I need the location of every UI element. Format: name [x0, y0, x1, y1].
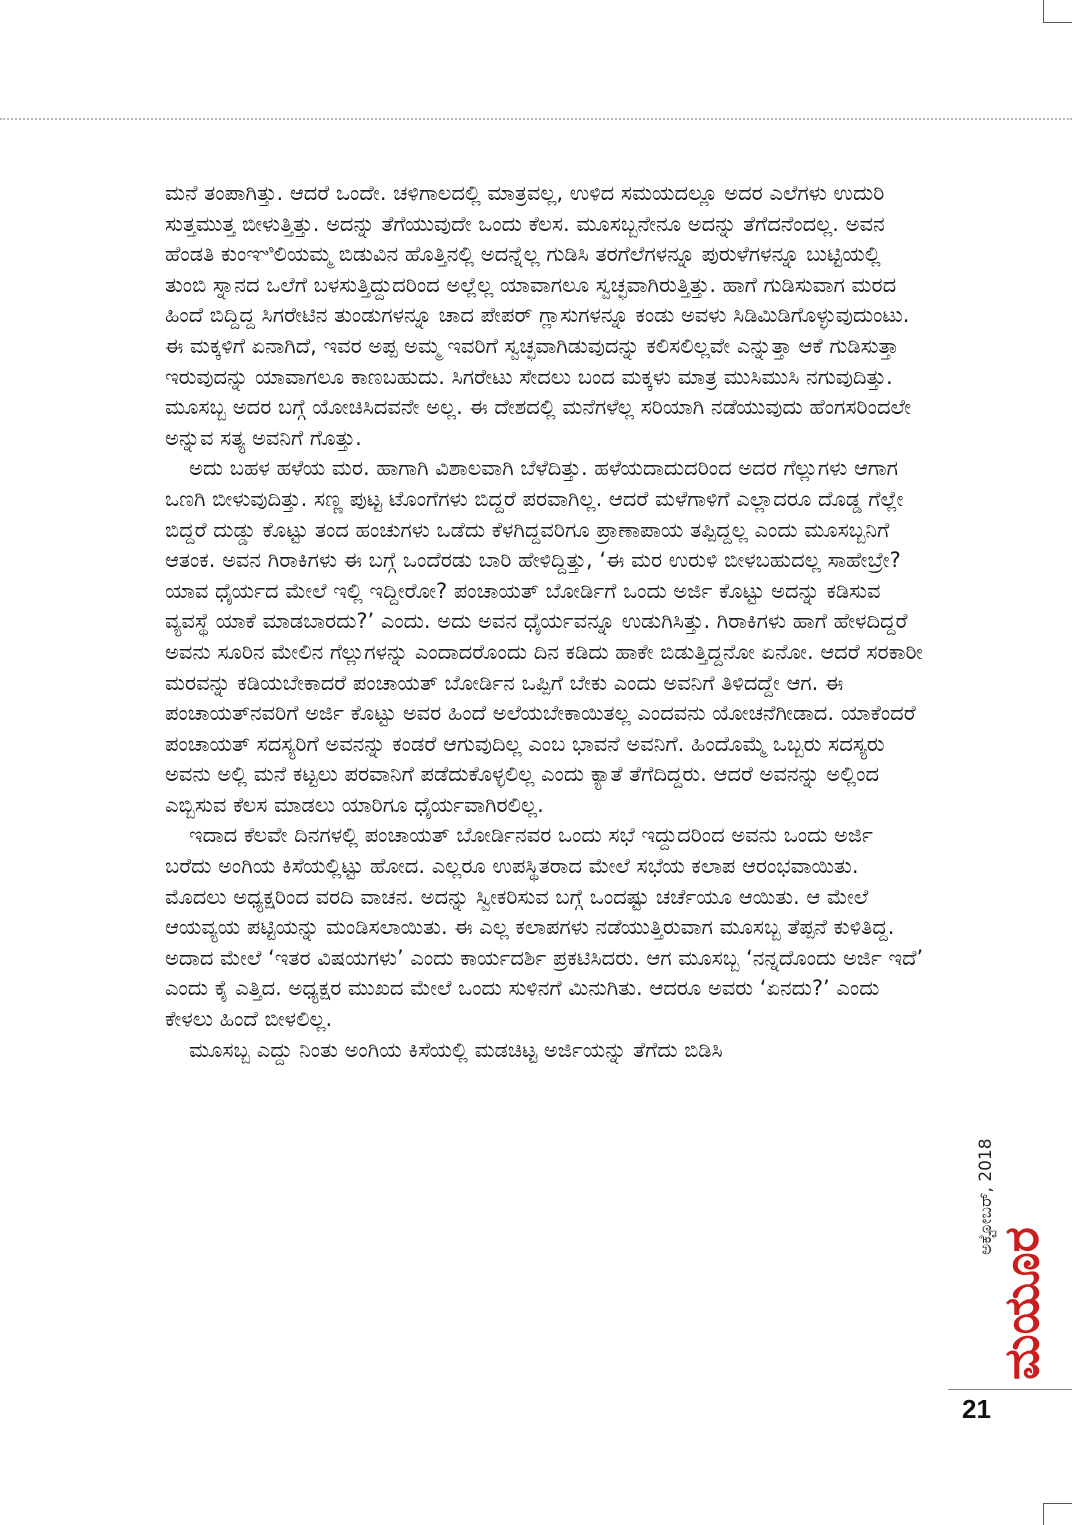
crop-mark [1043, 1503, 1072, 1504]
crop-mark [1043, 22, 1072, 23]
crop-mark [1043, 0, 1044, 22]
magazine-logo: ಮಯೂರ [994, 1226, 1050, 1380]
issue-date: ಅಕ್ಟೋಬರ್, 2018 [976, 1138, 996, 1255]
article-paragraph: ಇದಾದ ಕೆಲವೇ ದಿನಗಳಲ್ಲಿ ಪಂಚಾಯತ್ ಬೋರ್ಡಿನವರ ಒಂದು ಸಭೆ ಇದ್ದುದರಿಂದ ಅವನು ಒಂದು ಅರ್ಜಿ ಬರೆದು ಅಂಗಿಯ ಕಿಸೆಯಲ್ಲಿಟ್ಟು ಹೋದ. ಎಲ್ಲರೂ ಉಪಸ್ಥಿತರಾದ ಮೇಲೆ ಸಭೆಯ ಕಲಾಪ ಆರಂಭವಾಯಿತು. ಮೊದಲು ಅಧ್ಯಕ್ಷರಿಂದ ವರದಿ ವಾಚನ. ಅದನ್ನು ಸ್ವೀಕರಿಸುವ ಬಗ್ಗೆ ಒಂದಷ್ಟು ಚರ್ಚೆಯೂ ಆಯಿತು. ಆ ಮೇಲೆ ಆಯವ್ಯಯ ಪಟ್ಟಿಯನ್ನು ಮಂಡಿಸಲಾಯಿತು. ಈ ಎಲ್ಲ ಕಲಾಪಗಳು ನಡೆಯುತ್ತಿರುವಾಗ ಮೂಸಬ್ಬ ತೆಪ್ಪನೆ ಕುಳಿತಿದ್ದ. ಅದಾದ ಮೇಲೆ ‘ಇತರ ವಿಷಯಗಳು’ ಎಂದು ಕಾರ್ಯದರ್ಶಿ ಪ್ರಕಟಿಸಿದರು. ಆಗ ಮೂಸಬ್ಬ ‘ನನ್ನದೊಂದು ಅರ್ಜಿ ಇದೆ’ ಎಂದು ಕೈ ಎತ್ತಿದ. ಅಧ್ಯಕ್ಷರ ಮುಖದ ಮೇಲೆ ಒಂದು ಸುಳಿನಗೆ ಮಿನುಗಿತು. ಆದರೂ ಅವರು ‘ಏನದು?’ ಎಂದು ಕೇಳಲು ಹಿಂದೆ ಬೀಳಲಿಲ್ಲ. [165, 823, 924, 1032]
crop-mark [1043, 1503, 1044, 1525]
article-paragraph: ಮೂಸಬ್ಬ ಎದ್ದು ನಿಂತು ಅಂಗಿಯ ಕಿಸೆಯಲ್ಲಿ ಮಡಚಿಟ್ಟ ಅರ್ಜಿಯನ್ನು ತೆಗೆದು ಬಿಡಿಸಿ [189, 1037, 723, 1062]
article-paragraph: ಅದು ಬಹಳ ಹಳೆಯ ಮರ. ಹಾಗಾಗಿ ವಿಶಾಲವಾಗಿ ಬೆಳೆದಿತ್ತು. ಹಳೆಯದಾದುದರಿಂದ ಅದರ ಗೆಲ್ಲುಗಳು ಆಗಾಗ ಒಣಗಿ ಬೀಳುವುದಿತ್ತು. ಸಣ್ಣ ಪುಟ್ಟ ಟೊಂಗೆಗಳು ಬಿದ್ದರೆ ಪರವಾಗಿಲ್ಲ. ಆದರೆ ಮಳೆಗಾಳಿಗೆ ಎಲ್ಲಾದರೂ ದೊಡ್ಡ ಗೆಲ್ಲೇ ಬಿದ್ದರೆ ದುಡ್ಡು ಕೊಟ್ಟು ತಂದ ಹಂಚುಗಳು ಒಡೆದು ಕೆಳಗಿದ್ದವರಿಗೂ ಪ್ರಾಣಾಪಾಯ ತಪ್ಪಿದ್ದಲ್ಲ ಎಂದು ಮೂಸಬ್ಬನಿಗೆ ಆತಂಕ. ಅವನ ಗಿರಾಕಿಗಳು ಈ ಬಗ್ಗೆ ಒಂದೆರಡು ಬಾರಿ ಹೇಳಿದ್ದಿತ್ತು, ‘ಈ ಮರ ಉರುಳಿ ಬೀಳಬಹುದಲ್ಲ ಸಾಹೇಬ್ರೇ? ಯಾವ ಧೈರ್ಯದ ಮೇಲೆ ಇಲ್ಲಿ ಇದ್ದೀರೋ? ಪಂಚಾಯತ್ ಬೋರ್ಡಿಗೆ ಒಂದು ಅರ್ಜಿ ಕೊಟ್ಟು ಅದನ್ನು ಕಡಿಸುವ ವ್ಯವಸ್ಥೆ ಯಾಕೆ ಮಾಡಬಾರದು?’ ಎಂದು. ಅದು ಅವನ ಧೈರ್ಯವನ್ನೂ ಉಡುಗಿಸಿತ್ತು. ಗಿರಾಕಿಗಳು ಹಾಗೆ ಹೇಳದಿದ್ದರೆ ಅವನು ಸೂರಿನ ಮೇಲಿನ ಗೆಲ್ಲುಗಳನ್ನು ಎಂದಾದರೊಂದು ದಿನ ಕಡಿದು ಹಾಕೇ ಬಿಡುತ್ತಿದ್ದನೋ ಏನೋ. ಆದರೆ ಸರಕಾರೀ ಮರವನ್ನು ಕಡಿಯಬೇಕಾದರೆ ಪಂಚಾಯತ್ ಬೋರ್ಡಿನ ಒಪ್ಪಿಗೆ ಬೇಕು ಎಂದು ಅವನಿಗೆ ತಿಳಿದದ್ದೇ ಆಗ. ಈ ಪಂಚಾಯತ್‌ನವರಿಗೆ ಅರ್ಜಿ ಕೊಟ್ಟು ಅವರ ಹಿಂದೆ ಅಲೆಯಬೇಕಾಯಿತಲ್ಲ ಎಂದವನು ಯೋಚನೆಗೀಡಾದ. ಯಾಕೆಂದರೆ ಪಂಚಾಯತ್ ಸದಸ್ಯರಿಗೆ ಅವನನ್ನು ಕಂಡರೆ ಆಗುವುದಿಲ್ಲ ಎಂಬ ಭಾವನೆ ಅವನಿಗೆ. ಹಿಂದೊಮ್ಮೆ ಒಬ್ಬರು ಸದಸ್ಯರು ಅವನು ಅಲ್ಲಿ ಮನೆ ಕಟ್ಟಲು ಪರವಾನಿಗೆ ಪಡೆದುಕೊಳ್ಳಲಿಲ್ಲ ಎಂದು ಕ್ಯಾತೆ ತೆಗೆದಿದ್ದರು. ಆದರೆ ಅವನನ್ನು ಅಲ್ಲಿಂದ ಎಬ್ಬಿಸುವ ಕೆಲಸ ಮಾಡಲು ಯಾರಿಗೂ ಧೈರ್ಯವಾಗಿರಲಿಲ್ಲ. [165, 456, 923, 817]
article-body [165, 178, 925, 1065]
article-paragraph: ಮನೆ ತಂಪಾಗಿತ್ತು. ಆದರೆ ಒಂದೇ. ಚಳಿಗಾಲದಲ್ಲಿ ಮಾತ್ರವಲ್ಲ, ಉಳಿದ ಸಮಯದಲ್ಲೂ ಅದರ ಎಲೆಗಳು ಉದುರಿ ಸುತ್ತಮುತ್ತ ಬೀಳುತ್ತಿತ್ತು. ಅದನ್ನು ತೆಗೆಯುವುದೇ ಒಂದು ಕೆಲಸ. ಮೂಸಬ್ಬನೇನೂ ಅದನ್ನು ತೆಗೆದನೆಂದಲ್ಲ. ಅವನ ಹೆಂಡತಿ ಕುಂಞಿಲಿಯಮ್ಮ ಬಿಡುವಿನ ಹೊತ್ತಿನಲ್ಲಿ ಅದನ್ನೆಲ್ಲ ಗುಡಿಸಿ ತರಗೆಲೆಗಳನ್ನೂ ಪುರುಳೆಗಳನ್ನೂ ಬುಟ್ಟಿಯಲ್ಲಿ ತುಂಬಿ ಸ್ನಾನದ ಒಲೆಗೆ ಬಳಸುತ್ತಿದ್ದುದರಿಂದ ಅಲ್ಲೆಲ್ಲ ಯಾವಾಗಲೂ ಸ್ವಚ್ಛವಾಗಿರುತ್ತಿತ್ತು. ಹಾಗೆ ಗುಡಿಸುವಾಗ ಮರದ ಹಿಂದೆ ಬಿದ್ದಿದ್ದ ಸಿಗರೇಟಿನ ತುಂಡುಗಳನ್ನೂ ಚಾದ ಪೇಪರ್ ಗ್ಲಾಸುಗಳನ್ನೂ ಕಂಡು ಅವಳು ಸಿಡಿಮಿಡಿಗೊಳ್ಳುವುದುಂಟು. ಈ ಮಕ್ಕಳಿಗೆ ಏನಾಗಿದೆ, ಇವರ ಅಪ್ಪ ಅಮ್ಮ ಇವರಿಗೆ ಸ್ವಚ್ಛವಾಗಿಡುವುದನ್ನು ಕಲಿಸಲಿಲ್ಲವೇ ಎನ್ನುತ್ತಾ ಆಕೆ ಗುಡಿಸುತ್ತಾ ಇರುವುದನ್ನು ಯಾವಾಗಲೂ ಕಾಣಬಹುದು. ಸಿಗರೇಟು ಸೇದಲು ಬಂದ ಮಕ್ಕಳು ಮಾತ್ರ ಮುಸಿಮುಸಿ ನಗುವುದಿತ್ತು. ಮೂಸಬ್ಬ ಅದರ ಬಗ್ಗೆ ಯೋಚಿಸಿದವನೇ ಅಲ್ಲ. ಈ ದೇಶದಲ್ಲಿ ಮನೆಗಳೆಲ್ಲ ಸರಿಯಾಗಿ ನಡೆಯುವುದು ಹೆಂಗಸರಿಂದಲೇ ಅನ್ನುವ ಸತ್ಯ ಅವನಿಗೆ ಗೊತ್ತು. [165, 181, 912, 450]
folio-divider [948, 1389, 1072, 1390]
page-number: 21 [962, 1394, 991, 1424]
header-divider [0, 118, 1072, 120]
